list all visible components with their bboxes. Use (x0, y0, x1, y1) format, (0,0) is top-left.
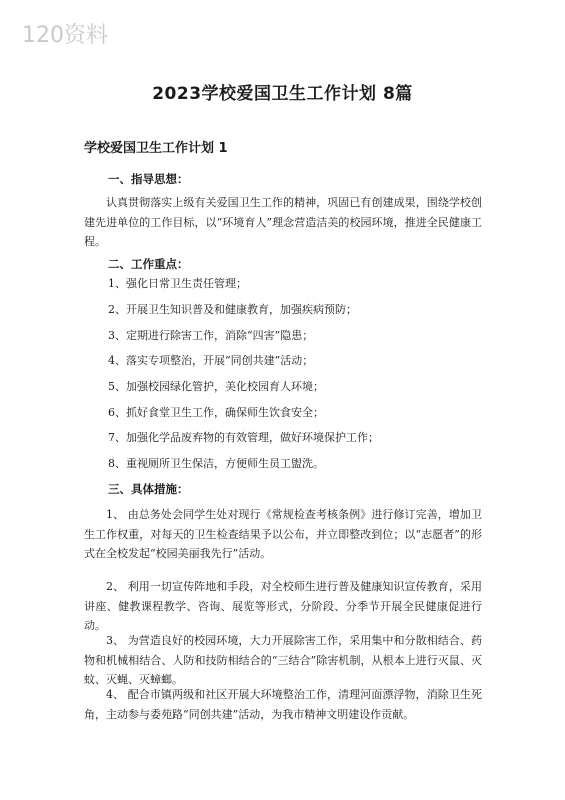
paragraph-measure-4: 4、 配合市镇两级和社区开展大环境整治工作，清理河面漂浮物，消除卫生死角，主动参与委苑路“同创共建”活动，为我市精神文明建设作贡献。 (84, 688, 482, 721)
watermark-logo: 120资料 (22, 23, 108, 48)
document-title: 2023学校爱国卫生工作计划 8篇 (152, 84, 413, 104)
heading-specific-measures: 三、具体措施： (108, 482, 189, 496)
heading-work-focus: 二、工作重点： (108, 257, 189, 271)
list-item: 1、强化日常卫生责任管理； (108, 277, 247, 290)
list-item: 2、开展卫生知识普及和健康教育，加强疾病预防； (108, 303, 357, 316)
paragraph-guiding-ideology: 认真贯彻落实上级有关爱国卫生工作的精神，巩固已有创建成果，围绕学校创建先进单位的工作目标，以“环境育人”理念营造洁美的校园环境，推进全民健康工程。 (84, 196, 482, 248)
list-item: 7、加强化学品废弃物的有效管理，做好环境保护工作； (108, 431, 379, 444)
list-item: 3、定期进行除害工作，消除“四害”隐患； (108, 329, 314, 342)
paragraph-measure-2: 2、 利用一切宣传阵地和手段，对全校师生进行普及健康知识宣传教育，采用讲座、健教课程教学、咨询、展览等形式，分阶段、分季节开展全民健康促进行动。 (84, 580, 482, 632)
section-title: 学校爱国卫生工作计划 1 (84, 141, 228, 156)
list-item: 5、加强校园绿化管护，美化校园育人环境； (108, 380, 324, 393)
list-item: 8、重视厕所卫生保洁，方便师生员工盥洗。 (108, 457, 324, 470)
list-item: 4、落实专项整治，开展“同创共建”活动； (108, 354, 314, 367)
heading-guiding-ideology: 一、指导思想： (108, 172, 189, 186)
list-item: 6、抓好食堂卫生工作，确保师生饮食安全； (108, 406, 324, 419)
paragraph-measure-1: 1、 由总务处会同学生处对现行《常规检查考核条例》进行修订完善，增加卫生工作权重，对每天的卫生检查结果予以公布，并立即整改到位；以“志愿者”的形式在全校发起“校园美丽我先行”活动。 (84, 508, 482, 560)
paragraph-measure-3: 3、 为营造良好的校园环境，大力开展除害工作，采用集中和分散相结合、药物和机械相结合、人防和技防相结合的“三结合”除害机制，从根本上进行灭鼠、灭蚊、灭蝇、灭蟑螂。 (84, 634, 482, 686)
